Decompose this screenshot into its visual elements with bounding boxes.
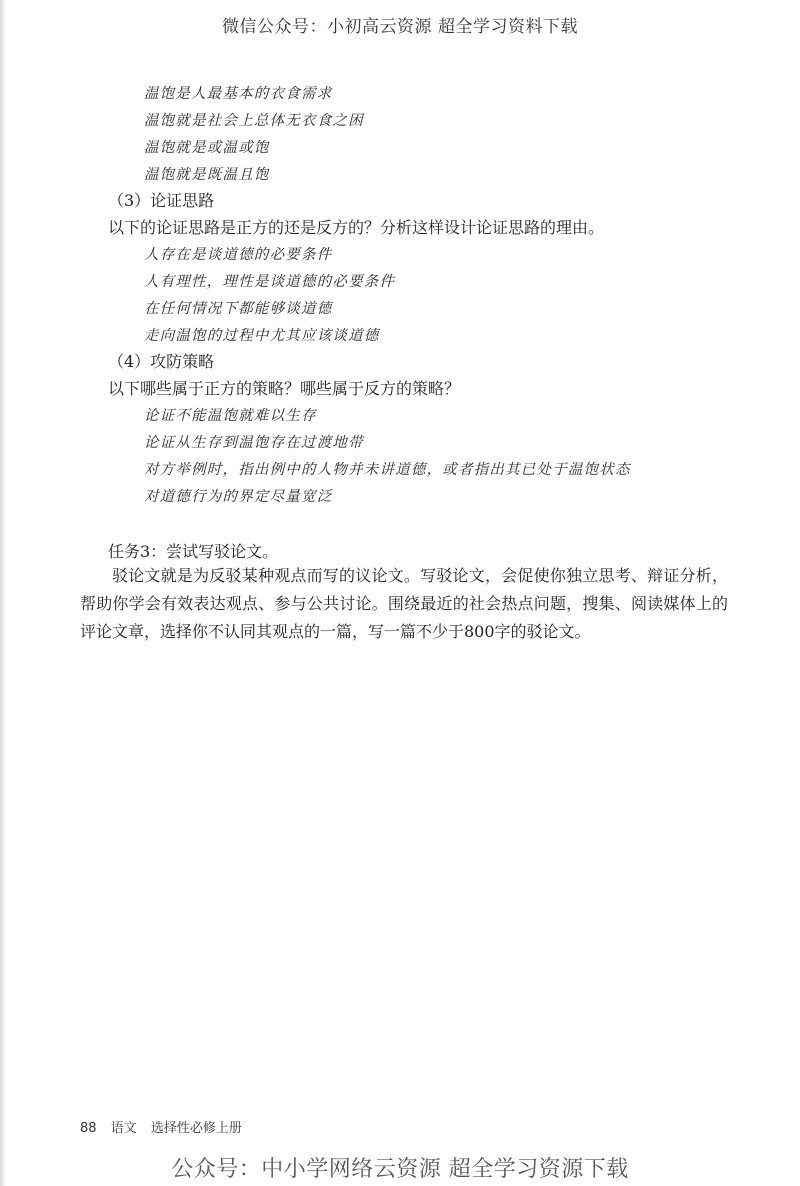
header-watermark: 微信公众号：小初高云资源 超全学习资料下载 <box>222 17 578 37</box>
page-footer <box>80 1117 242 1136</box>
argument-path-item: 在任何情况下都能够谈道德 <box>144 301 333 317</box>
argument-path-item: 人存在是谈道德的必要条件 <box>144 247 333 263</box>
definition-item: 温饱是人最基本的衣食需求 <box>144 86 333 102</box>
section-heading-strategy: （4）攻防策略 <box>108 352 215 371</box>
definition-item: 温饱就是社会上总体无衣食之困 <box>144 113 364 129</box>
argument-path-item: 人有理性，理性是谈道德的必要条件 <box>144 274 396 290</box>
page-number: 88 <box>80 1121 97 1136</box>
section-heading-argument-path: （3）论证思路 <box>108 191 215 210</box>
book-title: 语文 <box>110 1121 137 1136</box>
question-argument-path: 以下的论证思路是正方的还是反方的？分析这样设计论证思路的理由。 <box>108 218 605 237</box>
task-paragraph: 驳论文就是为反驳某种观点而写的议论文。写驳论文，会促使你独立思考、辩证分析，帮助你学会有效表达观点、参与公共讨论。围绕最近的社会热点问题，搜集、阅读媒体上的评论文章，选择你不认同其观点的一篇，写一篇不少于800字的驳论文。 <box>80 566 728 641</box>
bottom-watermark: 公众号：中小学网络云资源 超全学习资源下载 <box>171 1157 629 1182</box>
definition-item: 温饱就是或温或饱 <box>144 140 270 156</box>
strategy-item: 对方举例时，指出例中的人物并未讲道德，或者指出其已处于温饱状态 <box>144 462 631 478</box>
strategy-item: 对道德行为的界定尽量宽泛 <box>144 489 333 505</box>
strategy-item: 论证从生存到温饱存在过渡地带 <box>144 435 364 451</box>
question-strategy: 以下哪些属于正方的策略？哪些属于反方的策略？ <box>108 379 461 398</box>
definition-item: 温饱就是既温且饱 <box>144 167 270 183</box>
strategy-item: 论证不能温饱就难以生存 <box>144 408 317 424</box>
argument-path-item: 走向温饱的过程中尤其应该谈道德 <box>144 328 380 344</box>
page-edge-shadow <box>0 0 6 1186</box>
book-volume: 选择性必修上册 <box>150 1121 242 1136</box>
task-title: 任务3：尝试写驳论文。 <box>108 542 279 561</box>
